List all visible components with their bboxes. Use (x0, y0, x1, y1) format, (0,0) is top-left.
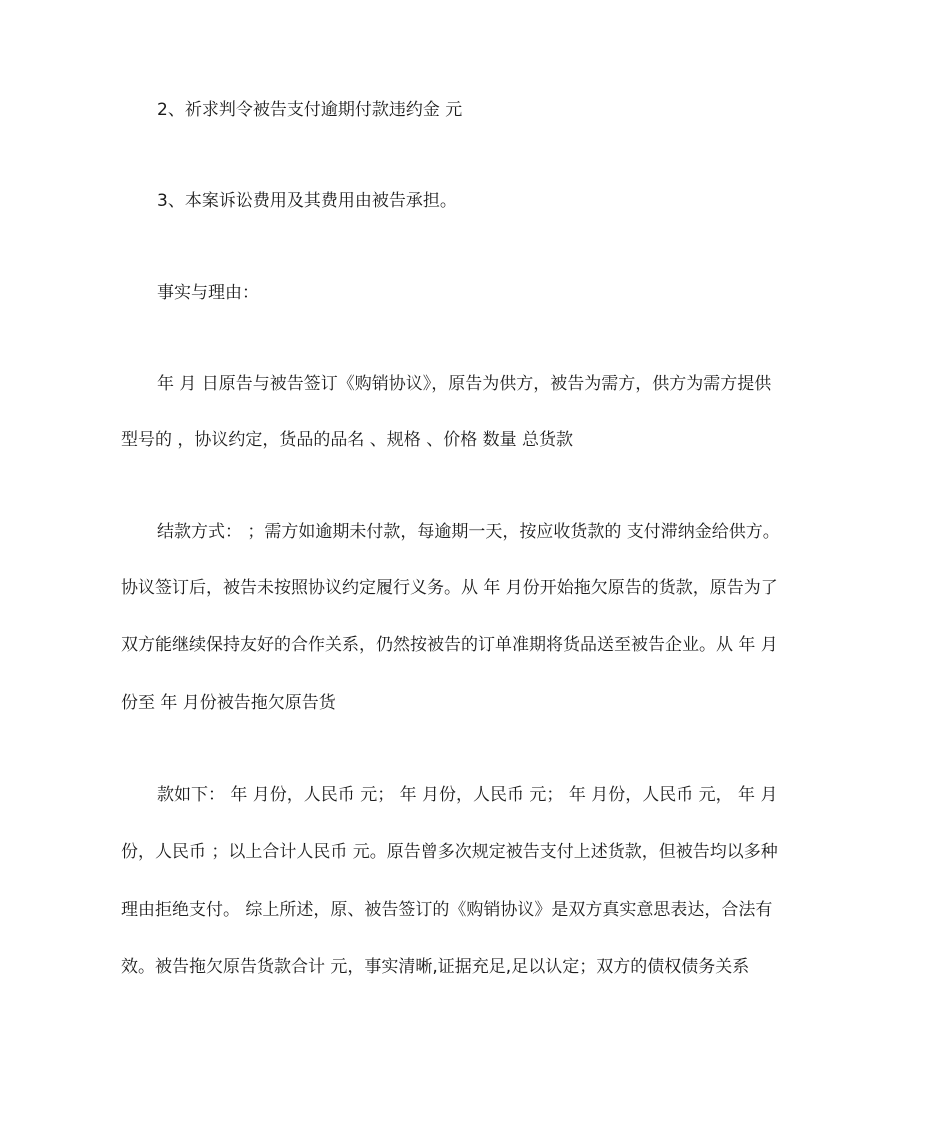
paragraph-line: 效。被告拖欠原告货款合计 元，事实清晰,证据充足,足以认定；双方的债权债务关系 (121, 957, 750, 977)
paragraph-line: 年 月 日原告与被告签订《购销协议》，原告为供方，被告为需方，供方为需方提供 (157, 374, 772, 394)
claim-item-2: 2、祈求判令被告支付逾期付款违约金 元 (157, 100, 463, 120)
section-heading-facts: 事实与理由： (157, 283, 259, 303)
paragraph-line: 款如下： 年 月份，人民币 元； 年 月份，人民币 元； 年 月份，人民币 元， 年 月 (157, 785, 778, 805)
paragraph-line: 型号的 ，协议约定，货品的品名 、规格 、价格 数量 总货款 (121, 430, 574, 450)
paragraph-line: 份，人民币 ；以上合计人民币 元。原告曾多次规定被告支付上述货款，但被告均以多种 (121, 842, 778, 862)
paragraph-line: 结款方式： ；需方如逾期未付款，每逾期一天，按应收货款的 支付滞纳金给供方。 (157, 522, 780, 542)
paragraph-line: 双方能继续保持友好的合作关系，仍然按被告的订单准期将货品送至被告企业。从 年 月 (121, 635, 778, 655)
claim-item-3: 3、本案诉讼费用及其费用由被告承担。 (157, 191, 457, 211)
paragraph-line: 协议签订后，被告未按照协议约定履行义务。从 年 月份开始拖欠原告的货款，原告为了 (121, 578, 778, 598)
paragraph-line: 份至 年 月份被告拖欠原告货 (121, 693, 336, 713)
paragraph-line: 理由拒绝支付。 综上所述，原、被告签订的《购销协议》是双方真实意思表达，合法有 (121, 900, 773, 920)
